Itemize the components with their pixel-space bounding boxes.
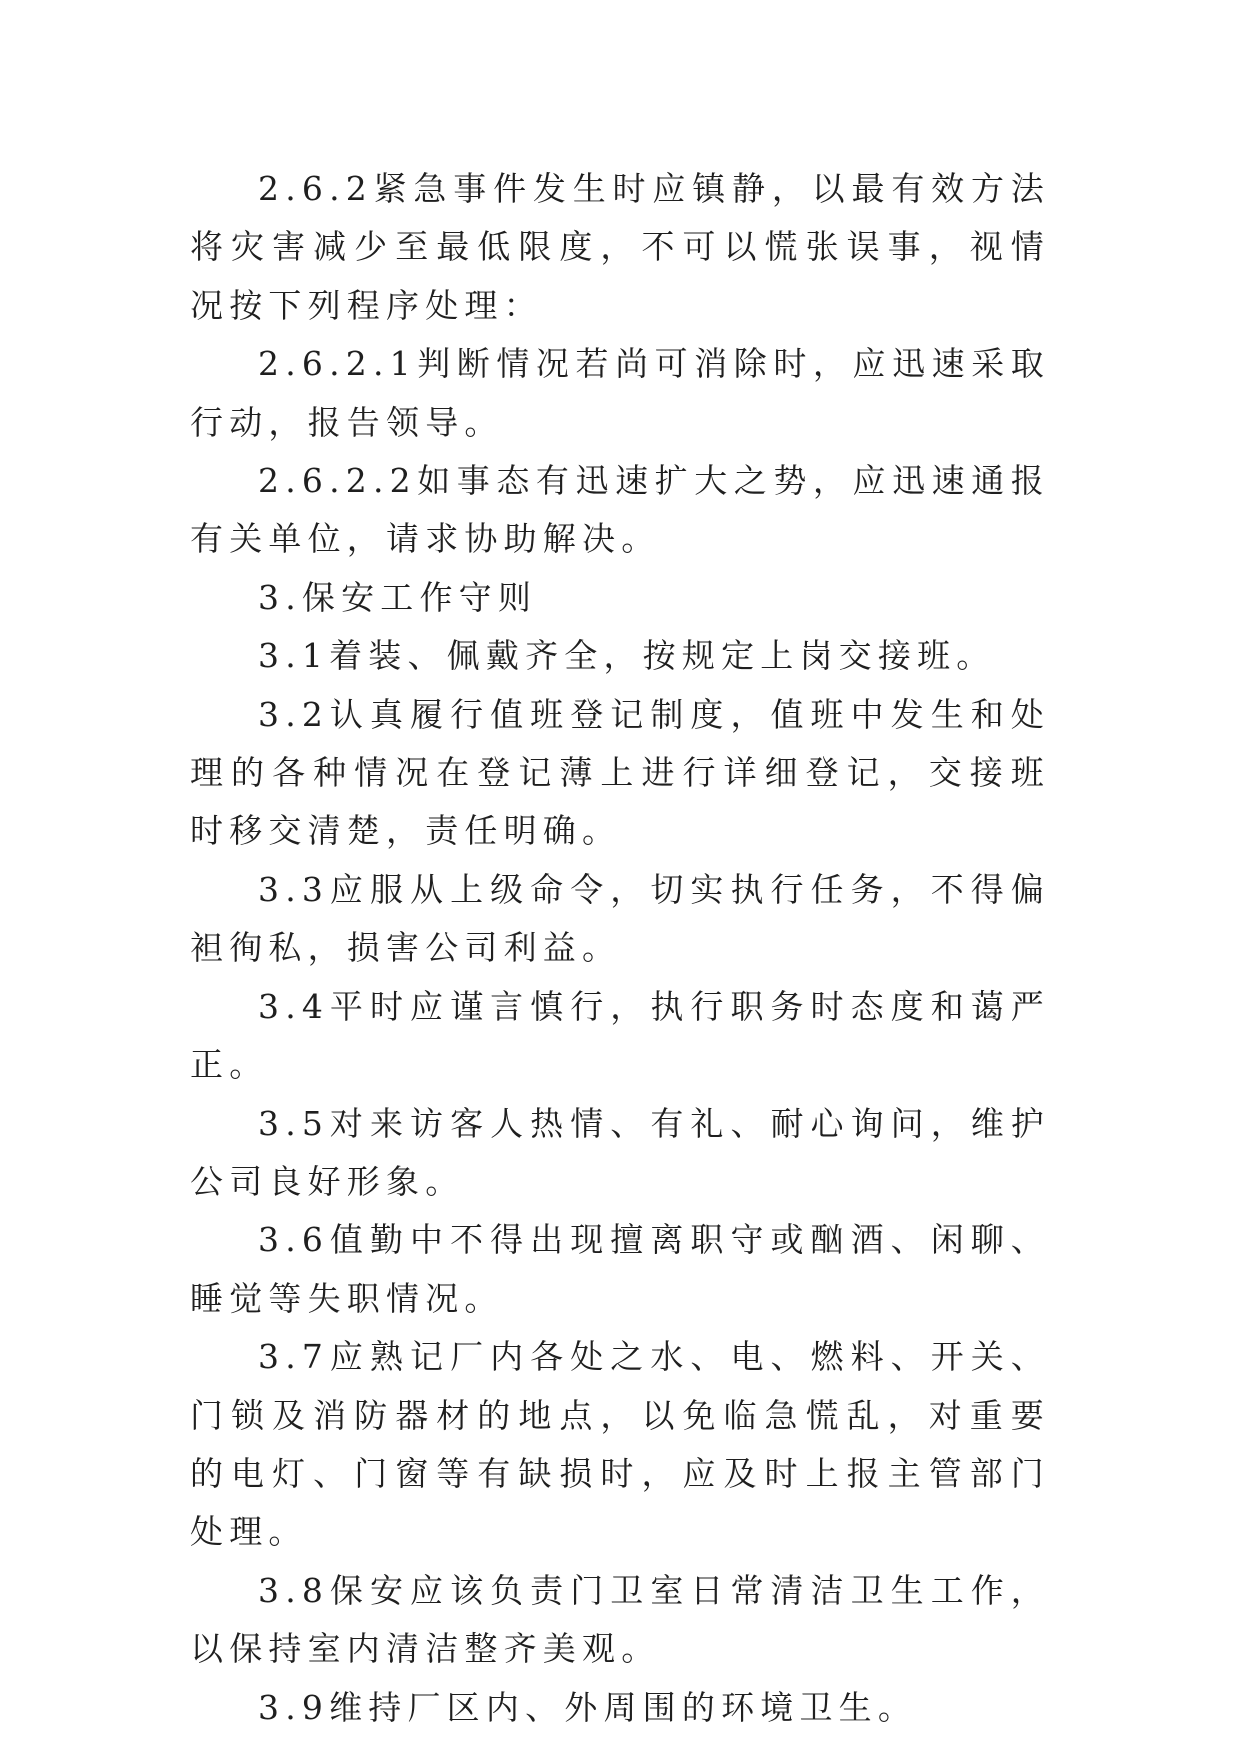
paragraph-3-6: 3.6值勤中不得出现擅离职守或酗酒、闲聊、睡觉等失职情况。 — [190, 1220, 1050, 1318]
paragraph-3-1: 3.1着装、佩戴齐全，按规定上岗交接班。 — [258, 636, 996, 676]
paragraph-3-3: 3.3应服从上级命令，切实执行任务，不得偏袒徇私，损害公司利益。 — [190, 869, 1050, 968]
paragraph-3-4: 3.4平时应谨言慎行，执行职务时态度和蔼严正。 — [190, 986, 1050, 1085]
paragraph-2-6-2: 2.6.2紧急事件发生时应镇静，以最有效方法将灾害减少至最低限度，不可以慌张误事，视情况按下列程序处理： — [190, 169, 1050, 325]
paragraph-3-9: 3.9维持厂区内、外周围的环境卫生。 — [258, 1687, 918, 1727]
section-heading-3: 3.保安工作守则 — [258, 577, 538, 617]
paragraph-3-7: 3.7应熟记厂内各处之水、电、燃料、开关、门锁及消防器材的地点，以免临急慌乱，对重要的电灯、门窗等有缺损时，应及时上报主管部门处理。 — [190, 1337, 1050, 1552]
document-body — [190, 160, 1050, 1737]
paragraph-2-6-2-2: 2.6.2.2如事态有迅速扩大之势，应迅速通报有关单位，请求协助解决。 — [190, 461, 1050, 559]
paragraph-3-8: 3.8保安应该负责门卫室日常清洁卫生工作，以保持室内清洁整齐美观。 — [190, 1570, 1050, 1669]
paragraph-3-2: 3.2认真履行值班登记制度，值班中发生和处理的各种情况在登记薄上进行详细登记，交接班时移交清楚，责任明确。 — [190, 694, 1050, 851]
paragraph-3-5: 3.5对来访客人热情、有礼、耐心询问，维护公司良好形象。 — [190, 1103, 1050, 1201]
paragraph-2-6-2-1: 2.6.2.1判断情况若尚可消除时，应迅速采取行动，报告领导。 — [190, 344, 1050, 442]
